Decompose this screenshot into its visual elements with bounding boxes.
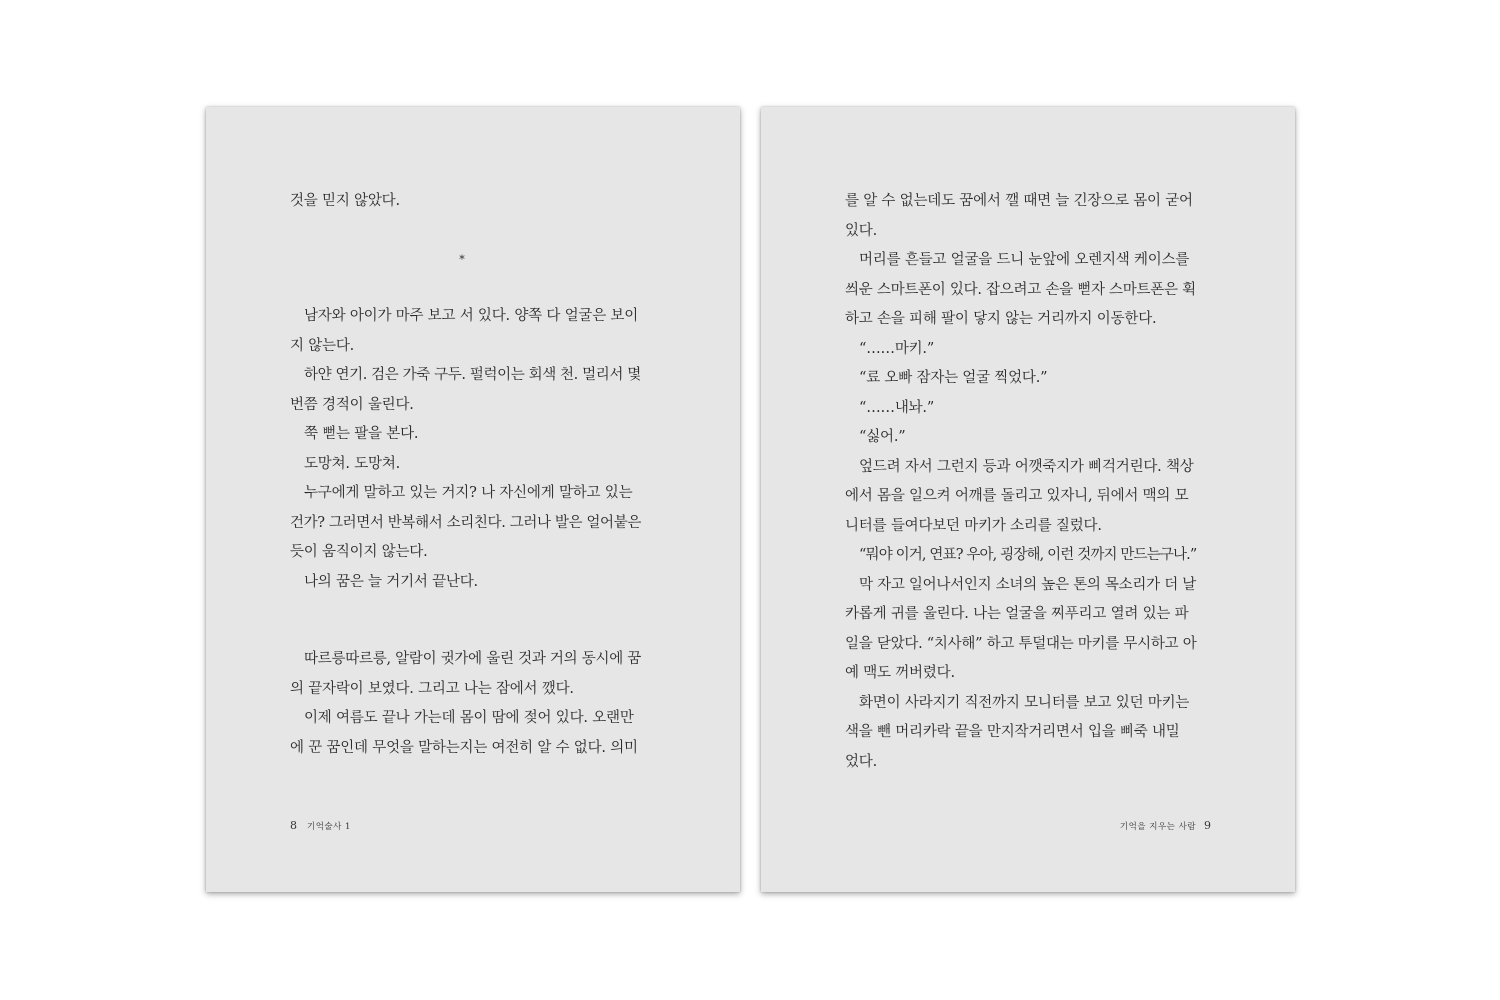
text-line: 머리를 흔들고 얼굴을 드니 눈앞에 오렌지색 케이스를: [859, 252, 1190, 268]
text-line: 하고 손을 피해 팔이 닿지 않는 거리까지 이동한다.: [845, 311, 1157, 327]
text-line: 있다.: [845, 222, 878, 239]
text-line: 도망쳐. 도망쳐.: [304, 455, 401, 472]
text-line: 것을 믿지 않았다.: [290, 193, 400, 209]
text-line: 색을 뺀 머리카락 끝을 만지작거리면서 입을 삐죽 내밀: [845, 724, 1180, 740]
text-line: 쭉 뻗는 팔을 본다.: [304, 426, 419, 442]
text-line: 막 자고 일어나서인지 소녀의 높은 톤의 목소리가 더 날: [859, 576, 1197, 593]
right-page: [761, 107, 1295, 892]
text-line: 예 맥도 꺼버렸다.: [845, 665, 955, 681]
left-page-footer: [290, 819, 351, 834]
text-line: 에서 몸을 일으켜 어깨를 돌리고 있자니, 뒤에서 맥의 모: [845, 488, 1189, 504]
right-page-footer: [1120, 819, 1211, 834]
left-page: [206, 107, 740, 892]
text-line: 카롭게 귀를 울린다. 나는 얼굴을 찌푸리고 열려 있는 파: [845, 606, 1189, 622]
spacer: [290, 217, 642, 245]
text-line: 니터를 들여다보던 마키가 소리를 질렀다.: [845, 517, 1102, 534]
text-line: 듯이 움직이지 않는다.: [290, 544, 428, 560]
text-line: 나의 꿈은 늘 거기서 끝난다.: [304, 573, 478, 590]
text-line: 일을 닫았다. “치사해” 하고 투덜대는 마키를 무시하고 아: [845, 635, 1197, 652]
text-line: 화면이 사라지기 직전까지 모니터를 보고 있던 마키는: [859, 694, 1190, 711]
page-number: 8: [290, 819, 297, 832]
text-line: 하얀 연기. 검은 가죽 구두. 펄럭이는 회색 천. 멀리서 몇: [304, 367, 641, 383]
page-number: 9: [1204, 819, 1211, 832]
text-line: 씌운 스마트폰이 있다. 잡으려고 손을 뻗자 스마트폰은 휙: [845, 281, 1196, 298]
text-line: 건가? 그러면서 반복해서 소리친다. 그러나 발은 얼어붙은: [290, 514, 641, 531]
running-title: 기억을 지우는 사람: [1119, 822, 1196, 832]
text-line: 의 끝자락이 보였다. 그리고 나는 잠에서 깼다.: [290, 680, 574, 697]
text-line: 남자와 아이가 마주 보고 서 있다. 양쪽 다 얼굴은 보이: [304, 308, 639, 324]
text-line: “료 오빠 잠자는 얼굴 찍었다.”: [859, 370, 1048, 386]
text-line: “싫어.”: [859, 429, 906, 445]
text-line: “……내놔.”: [859, 399, 935, 416]
text-line: 에 꾼 꿈인데 무엇을 말하는지는 여전히 알 수 없다. 의미: [290, 739, 638, 756]
text-line: 었다.: [845, 753, 878, 770]
left-page-text: [290, 187, 642, 763]
right-page-text: [845, 187, 1197, 777]
text-line: 이제 여름도 끝나 가는데 몸이 땀에 젖어 있다. 오랜만: [304, 710, 634, 726]
section-break-asterisk: *: [459, 252, 465, 266]
text-line: 엎드려 자서 그런지 등과 어깻죽지가 삐걱거린다. 책상: [859, 458, 1194, 475]
running-title: 기억술사 1: [307, 822, 351, 832]
text-line: “……마키.”: [859, 340, 935, 357]
text-line: “뭐야 이거, 연표? 우아, 굉장해, 이런 것까지 만드는구나.”: [859, 547, 1197, 563]
text-line: 누구에게 말하고 있는 거지? 나 자신에게 말하고 있는: [304, 485, 633, 501]
text-line: 지 않는다.: [290, 337, 355, 354]
text-line: 따르릉따르릉, 알람이 귓가에 울린 것과 거의 동시에 꿈: [304, 651, 642, 667]
text-line: 를 알 수 없는데도 꿈에서 깰 때면 늘 긴장으로 몸이 굳어: [845, 193, 1193, 209]
spacer: [290, 597, 642, 645]
spacer: [290, 274, 642, 302]
text-line: 번쯤 경적이 울린다.: [290, 396, 414, 413]
